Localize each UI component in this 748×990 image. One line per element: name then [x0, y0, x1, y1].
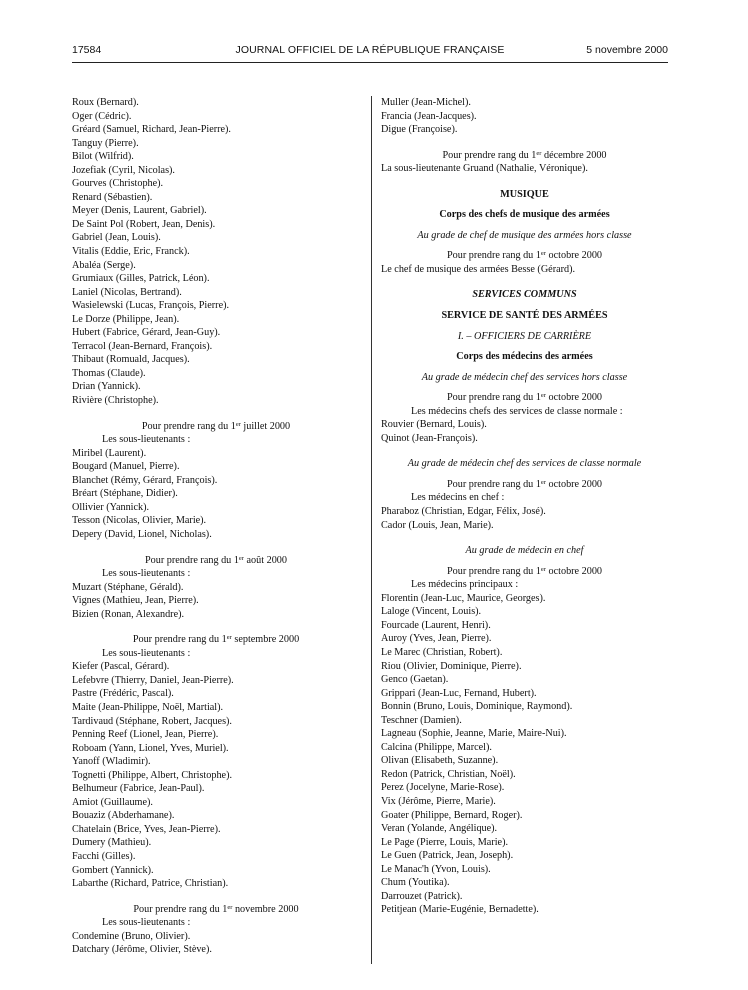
rang-date: octobre 2000	[545, 250, 603, 262]
rang-prefix: Pour prendre rang du 1	[446, 478, 541, 490]
spacer	[381, 222, 668, 229]
subsection-heading: I. – OFFICIERS DE CARRIÈRE	[457, 330, 592, 342]
list-item: Calcina (Philippe, Marcel).	[381, 741, 492, 753]
rang-line	[72, 420, 360, 434]
list-item: Quinot (Jean-François).	[381, 432, 478, 444]
spacer	[72, 542, 360, 554]
spacer	[381, 323, 668, 330]
list-item: Francia (Jean-Jacques).	[381, 110, 477, 122]
list-item: Bougard (Manuel, Pierre).	[72, 461, 180, 473]
list-item: Redon (Patrick, Christian, Noël).	[381, 768, 516, 780]
list-item: Thomas (Claude).	[72, 367, 146, 379]
rang-date: octobre 2000	[545, 565, 603, 577]
rang-line	[381, 478, 668, 492]
grade-heading: Au grade de chef de musique des armées hors classe	[417, 229, 632, 241]
grade-heading: Au grade de médecin chef des services hors classe	[421, 371, 628, 383]
section-label: Les sous-lieutenants :	[102, 434, 191, 446]
rang-date: novembre 2000	[232, 903, 299, 915]
spacer	[381, 276, 668, 288]
page-header	[72, 44, 668, 60]
list-item: Terracol (Jean-Bernard, François).	[72, 340, 213, 352]
list-item: Kiefer (Pascal, Gérard).	[72, 661, 170, 673]
section-heading: SERVICES COMMUNS	[472, 289, 577, 301]
list-item: Petitjean (Marie-Eugénie, Bernadette).	[381, 904, 539, 916]
spacer	[381, 137, 668, 149]
list-item: Wasielewski (Lucas, François, Pierre).	[72, 300, 230, 312]
list-item: Meyer (Denis, Laurent, Gabriel).	[72, 205, 207, 217]
column-divider	[371, 96, 372, 964]
list-item: Dumery (Mathieu).	[72, 837, 152, 849]
journal-title: JOURNAL OFFICIEL DE LA RÉPUBLIQUE FRANÇAISE	[235, 44, 505, 56]
rang-prefix: Pour prendre rang du 1	[144, 554, 239, 566]
list-item: La sous-lieutenante Gruand (Nathalie, Véronique).	[381, 163, 588, 175]
list-item: Riou (Olivier, Dominique, Pierre).	[381, 660, 522, 672]
section-heading: MUSIQUE	[500, 188, 549, 200]
list-item: Ollivier (Yannick).	[72, 501, 150, 513]
spacer	[381, 201, 668, 208]
rang-line	[381, 391, 668, 405]
list-item: Vignes (Mathieu, Jean, Pierre).	[72, 595, 199, 607]
list-item: Bizien (Ronan, Alexandre).	[72, 608, 185, 620]
list-item: Oger (Cédric).	[72, 110, 132, 122]
right-column	[381, 96, 668, 917]
list-item: Fourcade (Laurent, Henri).	[381, 619, 491, 631]
list-item: Veran (Yolande, Angélique).	[381, 823, 498, 835]
list-item: Vix (Jérôme, Pierre, Marie).	[381, 795, 496, 807]
list-item: Florentin (Jean-Luc, Maurice, Georges).	[381, 592, 546, 604]
spacer	[381, 445, 668, 457]
list-item: Lagneau (Sophie, Jeanne, Marie, Maire-Nui).	[381, 728, 567, 740]
list-item: Maite (Jean-Philippe, Noël, Martial).	[72, 701, 224, 713]
rang-line	[381, 149, 668, 163]
list-item: Teschner (Damien).	[381, 714, 462, 726]
list-item: Laloge (Vincent, Louis).	[381, 606, 482, 618]
rang-prefix: Pour prendre rang du 1	[141, 420, 236, 432]
list-item: Miribel (Laurent).	[72, 447, 147, 459]
spacer	[381, 532, 668, 544]
list-item: Grumiaux (Gilles, Patrick, Léon).	[72, 273, 210, 285]
list-item: Laniel (Nicolas, Bertrand).	[72, 286, 182, 298]
section-label: Les médecins en chef :	[411, 492, 505, 504]
section-label: Les sous-lieutenants :	[102, 647, 191, 659]
spacer	[381, 471, 668, 478]
rang-date: septembre 2000	[231, 634, 300, 646]
list-item: Lefebvre (Thierry, Daniel, Jean-Pierre).	[72, 674, 234, 686]
ordinal-suffix: er	[540, 565, 546, 573]
list-item: Perez (Jocelyne, Marie-Rose).	[381, 782, 505, 794]
spacer	[381, 343, 668, 350]
list-item: Gourves (Christophe).	[72, 178, 164, 190]
list-item: Chum (Youtika).	[381, 877, 450, 889]
header-rule	[72, 62, 668, 63]
grade-heading: Au grade de médecin chef des services de classe normale	[407, 458, 642, 470]
list-item: Muzart (Stéphane, Gérald).	[72, 581, 184, 593]
list-item: Genco (Gaetan).	[381, 674, 449, 686]
ordinal-suffix: er	[540, 250, 546, 258]
list-item: De Saint Pol (Robert, Jean, Denis).	[72, 218, 216, 230]
list-item: Gréard (Samuel, Richard, Jean-Pierre).	[72, 124, 231, 136]
list-item: Grippari (Jean-Luc, Fernand, Hubert).	[381, 687, 537, 699]
list-item: Tognetti (Philippe, Albert, Christophe).	[72, 769, 233, 781]
rang-line	[72, 554, 360, 568]
list-item: Darrouzet (Patrick).	[381, 890, 463, 902]
issue-date: 5 novembre 2000	[586, 44, 668, 56]
page-number: 17584	[72, 44, 102, 56]
list-item: Facchi (Gilles).	[72, 850, 136, 862]
list-item: Tesson (Nicolas, Olivier, Marie).	[72, 515, 207, 527]
list-item: Bilot (Wilfrid).	[72, 151, 134, 163]
ordinal-suffix: er	[227, 903, 233, 911]
list-item: Cador (Louis, Jean, Marie).	[381, 519, 494, 531]
spacer	[381, 176, 668, 188]
section-label: Les sous-lieutenants :	[102, 568, 191, 580]
spacer	[72, 621, 360, 633]
rang-line	[381, 249, 668, 263]
list-item: Gombert (Yannick).	[72, 864, 154, 876]
list-item: Roboam (Yann, Lionel, Yves, Muriel).	[72, 742, 229, 754]
list-item: Digue (Françoise).	[381, 124, 458, 136]
grade-heading: Au grade de médecin en chef	[465, 545, 584, 557]
rang-line	[72, 903, 360, 917]
list-item: Roux (Bernard).	[72, 97, 139, 108]
list-item: Rouvier (Bernard, Louis).	[381, 419, 487, 431]
list-item: Bouaziz (Abderhamane).	[72, 810, 175, 822]
list-item: Pharaboz (Christian, Edgar, Félix, José).	[381, 506, 546, 518]
list-item: Auroy (Yves, Jean, Pierre).	[381, 633, 492, 645]
list-item: Gabriel (Jean, Louis).	[72, 232, 161, 244]
list-item: Penning Reef (Lionel, Jean, Pierre).	[72, 729, 219, 741]
spacer	[381, 384, 668, 391]
list-item: Depery (David, Lionel, Nicholas).	[72, 528, 212, 540]
list-item: Le Guen (Patrick, Jean, Joseph).	[381, 850, 514, 862]
list-item: Le Dorze (Philippe, Jean).	[72, 313, 180, 325]
list-item: Tanguy (Pierre).	[72, 137, 139, 149]
list-item: Le Page (Pierre, Louis, Marie).	[381, 836, 509, 848]
spacer	[72, 408, 360, 420]
ordinal-suffix: er	[540, 478, 546, 486]
list-item: Thibaut (Romuald, Jacques).	[72, 354, 190, 366]
rang-prefix: Pour prendre rang du 1	[133, 903, 228, 915]
spacer	[381, 558, 668, 565]
left-column	[72, 96, 360, 957]
list-item: Yanoff (Wladimir).	[72, 756, 151, 768]
list-item: Amiot (Guillaume).	[72, 796, 153, 808]
spacer	[381, 302, 668, 309]
ordinal-suffix: er	[235, 420, 241, 428]
rang-date: décembre 2000	[541, 149, 607, 161]
list-item: Blanchet (Rémy, Gérard, François).	[72, 474, 218, 486]
section-label: Les médecins principaux :	[411, 579, 519, 591]
list-item: Condemine (Bruno, Olivier).	[72, 930, 191, 942]
spacer	[381, 364, 668, 371]
list-item: Chatelain (Brice, Yves, Jean-Pierre).	[72, 823, 221, 835]
section-heading: SERVICE DE SANTÉ DES ARMÉES	[441, 310, 608, 322]
list-item: Muller (Jean-Michel).	[381, 97, 471, 108]
section-label: Les médecins chefs des services de classe normale :	[411, 405, 623, 417]
rang-prefix: Pour prendre rang du 1	[442, 149, 537, 161]
rang-prefix: Pour prendre rang du 1	[446, 250, 541, 262]
ordinal-suffix: er	[540, 392, 546, 400]
spacer	[381, 242, 668, 249]
list-item: Vitalis (Eddie, Eric, Franck).	[72, 246, 190, 258]
ordinal-suffix: er	[226, 634, 232, 642]
rang-date: octobre 2000	[545, 392, 603, 404]
spacer	[72, 891, 360, 903]
rang-date: août 2000	[243, 554, 287, 566]
rang-date: juillet 2000	[240, 420, 291, 432]
section-label: Les sous-lieutenants :	[102, 917, 191, 929]
rang-line	[381, 565, 668, 579]
list-item: Olivan (Elisabeth, Suzanne).	[381, 755, 499, 767]
list-item: Le Marec (Christian, Robert).	[381, 646, 503, 658]
rang-prefix: Pour prendre rang du 1	[132, 634, 227, 646]
list-item: Belhumeur (Fabrice, Jean-Paul).	[72, 783, 205, 795]
list-item: Bonnin (Bruno, Louis, Dominique, Raymond).	[381, 701, 573, 713]
list-item: Le chef de musique des armées Besse (Gérard).	[381, 263, 576, 275]
corps-heading: Corps des chefs de musique des armées	[439, 209, 610, 221]
list-item: Pastre (Frédéric, Pascal).	[72, 688, 174, 700]
list-item: Abaléa (Serge).	[72, 259, 136, 271]
rang-prefix: Pour prendre rang du 1	[446, 392, 541, 404]
list-item: Jozefiak (Cyril, Nicolas).	[72, 164, 175, 176]
list-item: Drian (Yannick).	[72, 381, 141, 393]
rang-line	[72, 633, 360, 647]
list-item: Datchary (Jérôme, Olivier, Stève).	[72, 944, 212, 956]
ordinal-suffix: er	[536, 149, 542, 157]
list-item: Rivière (Christophe).	[72, 395, 159, 407]
rang-prefix: Pour prendre rang du 1	[446, 565, 541, 577]
list-item: Tardivaud (Stéphane, Robert, Jacques).	[72, 715, 232, 727]
list-item: Renard (Sébastien).	[72, 191, 153, 203]
rang-date: octobre 2000	[545, 478, 603, 490]
list-item: Labarthe (Richard, Patrice, Christian).	[72, 878, 229, 890]
list-item: Goater (Philippe, Bernard, Roger).	[381, 809, 523, 821]
ordinal-suffix: er	[238, 554, 244, 562]
list-item: Le Manac'h (Yvon, Louis).	[381, 863, 491, 875]
list-item: Bréart (Stéphane, Didier).	[72, 488, 178, 500]
corps-heading: Corps des médecins des armées	[456, 351, 593, 363]
list-item: Hubert (Fabrice, Gérard, Jean-Guy).	[72, 327, 221, 339]
